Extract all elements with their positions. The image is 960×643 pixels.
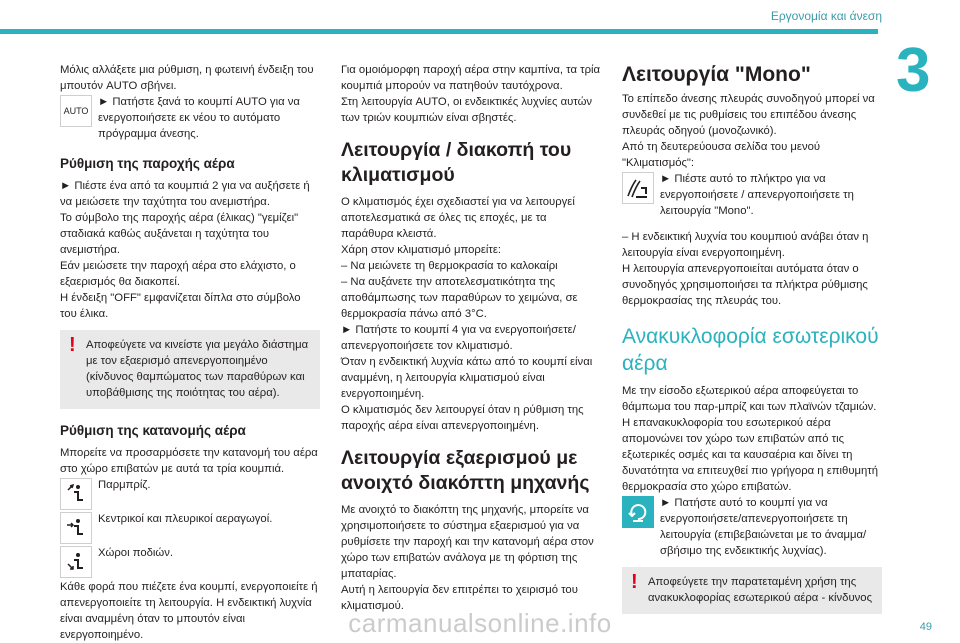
distribution-text-2: Κάθε φορά που πιέζετε ένα κουμπί, ενεργοποιείτε ή απενεργοποιείτε τη λειτουργία. Η ενδεικτική λυχνία είναι αναμμένη όταν το μπουτόν είναι ενεργοποιημένο. [60,581,318,641]
recirc-text-2: Η επανακυκλοφορία του εσωτερικού αέρα απομονώνει τον χώρο των επιβατών από τις εξωτερικές οσμές και τα καυσαέρια και δίνει τη δυνατότητα να επιτευχθεί πιο γρήγορα η επιθυμητή θερμοκρασία στο χώρο επιβατών. [622,417,879,493]
ac-text-3: ► Πατήστε το κουμπί 4 για να ενεργοποιήσετε/απενεργοποιήσετε τον κλιματισμό. [341,324,576,352]
column-3 [622,62,882,618]
section-title: Εργονομία και άνεση [770,9,882,23]
intro-text: Μόλις αλλάξετε μια ρύθμιση, η φωτεινή ένδειξη του μπουτόν AUTO σβήνει. [60,64,314,92]
column-1 [60,62,320,643]
auto-button-icon: AUTO [60,95,92,127]
col2-text-2: Στη λειτουργία AUTO, οι ενδεικτικές λυχνίες αυτών των τριών κουμπιών είναι σβηστές. [341,96,593,124]
flow-text-3: Εάν μειώσετε την παροχή αέρα στο ελάχιστο, ο εξαερισμός θα διακοπεί. [60,260,296,288]
vent-text-1: Με ανοιχτό το διακόπτη της μηχανής, μπορείτε να χρησιμοποιήσετε το σύστημα εξαερισμού για να ρυθμίσετε την παροχή και την κατανομή αέρα στον χώρο των επιβατών ανάλογα με τη φόρτιση της μπαταρίας. [341,504,594,580]
recirc-text-3: ► Πατήστε αυτό το κουμπί για να ενεργοποιήσετε/απενεργοποιήσετε τη λειτουργία (επιβεβαιώνεται με το άναμμα/σβήσιμο της ενδεικτικής λυχνίας). [660,497,867,557]
mono-text-1: Το επίπεδο άνεσης πλευράς συνοδηγού μπορεί να συνδεθεί με τις ρυθμίσεις του επιπέδου άνεσης πλευράς οδηγού (μονοζωνικό). [622,93,875,137]
heading-recirculation: Ανακυκλοφορία εσωτερικού αέρα [622,325,879,375]
warning-icon: ! [69,334,76,356]
heading-ventilation: Λειτουργία εξαερισμού με ανοιχτό διακόπτη μηχανής [341,447,590,494]
column-2 [341,62,601,614]
header-accent-bar [0,29,878,34]
flow-text-2: Το σύμβολο της παροχής αέρα (έλικας) "γεμίζει" σταδιακά καθώς αυξάνεται η ταχύτητα του ανεμιστήρα. [60,212,299,256]
heading-mono: Λειτουργία "Mono" [622,63,811,86]
recirc-warning-box [622,567,882,614]
page-number: 49 [919,621,932,633]
warning-text: Αποφεύγετε να κινείστε για μεγάλο διάστημα με τον εξαερισμό απενεργοποιημένο (κίνδυνος θαμπώματος των παραθύρων και υποβάθμισης της ποιότητας του αέρα). [86,339,309,399]
warning-icon: ! [631,571,638,593]
ac-list-2: – Να αυξάνετε την αποτελεσματικότητα της αποθάμπωσης των παραθύρων το χειμώνα, σε θερμοκρασία πάνω από 3°C. [341,276,578,320]
auto-text: ► Πατήστε ξανά το κουμπί AUTO για να ενεργοποιήσετε εκ νέου το αυτόματο πρόγραμμα άνεσης. [98,96,300,140]
ac-text-2: Χάρη στον κλιματισμό μπορείτε: [341,244,502,256]
watermark: carmanualsonline.info [348,608,612,638]
mono-text-5: Η λειτουργία απενεργοποιείται αυτόματα όταν ο συνοδηγός χρησιμοποιήσει τα πλήκτρα ρύθμισης θερμοκρασίας της πλευράς του. [622,263,868,307]
option-footwell [60,545,320,579]
mono-seat-icon [622,172,654,204]
recirc-text-1: Με την είσοδο εξωτερικού αέρα αποφεύγεται το θάμπωμα του παρ-μπρίζ και των πλαϊνών τζαμιών. [622,385,877,413]
option-2-text: Κεντρικοί και πλευρικοί αεραγωγοί. [98,513,273,525]
flow-text-4: Η ένδειξη "OFF" εμφανίζεται δίπλα στο σύμβολο του έλικα. [60,292,301,320]
ac-list-1: – Να μειώνετε τη θερμοκρασία το καλοκαίρι [341,260,558,272]
distribution-text-1: Μπορείτε να προσαρμόσετε την κατανομή του αέρα στο χώρο επιβατών με αυτά τα τρία κουμπιά. [60,447,318,475]
chapter-number: 3 [896,36,931,105]
ac-text-1: Ο κλιματισμός έχει σχεδιαστεί για να λειτουργεί αποτελεσματικά σε όλες τις εποχές, με τα παράθυρα κλειστά. [341,196,575,240]
auto-instruction [60,94,320,142]
foot-vent-icon [60,546,92,578]
mono-text-4: – Η ενδεικτική λυχνία του κουμπιού ανάβει όταν η λειτουργία είναι ενεργοποιημένη. [622,231,869,259]
vent-text-2: Αυτή η λειτουργία δεν επιτρέπει το χειρισμό του κλιματισμού. [341,584,578,612]
flow-text-1: ► Πιέστε ένα από τα κουμπιά 2 για να αυξήσετε ή να μειώσετε την ταχύτητα του ανεμιστήρα. [60,180,310,208]
warning-box [60,330,320,409]
option-center-vents [60,511,320,545]
heading-air-conditioning: Λειτουργία / διακοπή του κλιματισμού [341,139,572,186]
col2-text-1: Για ομοιόμορφη παροχή αέρα στην καμπίνα, τα τρία κουμπιά μπορούν να πατηθούν ταυτόχρονα. [341,64,601,92]
heading-air-flow: Ρύθμιση της παροχής αέρα [60,156,235,171]
face-vent-icon [60,512,92,544]
option-windscreen [60,477,320,511]
recirc-instruction [622,495,882,559]
recirculation-icon [622,496,654,528]
heading-air-distribution: Ρύθμιση της κατανομής αέρα [60,423,246,438]
windscreen-vent-icon [60,478,92,510]
option-3-text: Χώροι ποδιών. [98,547,174,559]
ac-text-5: Ο κλιματισμός δεν λειτουργεί όταν η ρύθμιση της παροχής αέρα είναι απενεργοποιημένη. [341,404,584,432]
mono-text-2: Από τη δευτερεύουσα σελίδα του μενού "Κλιματισμός": [622,141,821,169]
mono-text-3: ► Πιέστε αυτό το πλήκτρο για να ενεργοποιήσετε / απενεργοποιήσετε τη λειτουργία "Mono". [660,173,854,217]
mono-instruction [622,171,882,219]
ac-text-4: Όταν η ενδεικτική λυχνία κάτω από το κουμπί είναι αναμμένη, η λειτουργία κλιματισμού είναι ενεργοποιημένη. [341,356,593,400]
option-1-text: Παρμπρίζ. [98,479,151,491]
recirc-warning-text: Αποφεύγετε την παρατεταμένη χρήση της ανακυκλοφορίας εσωτερικού αέρα - κίνδυνος [648,576,873,604]
